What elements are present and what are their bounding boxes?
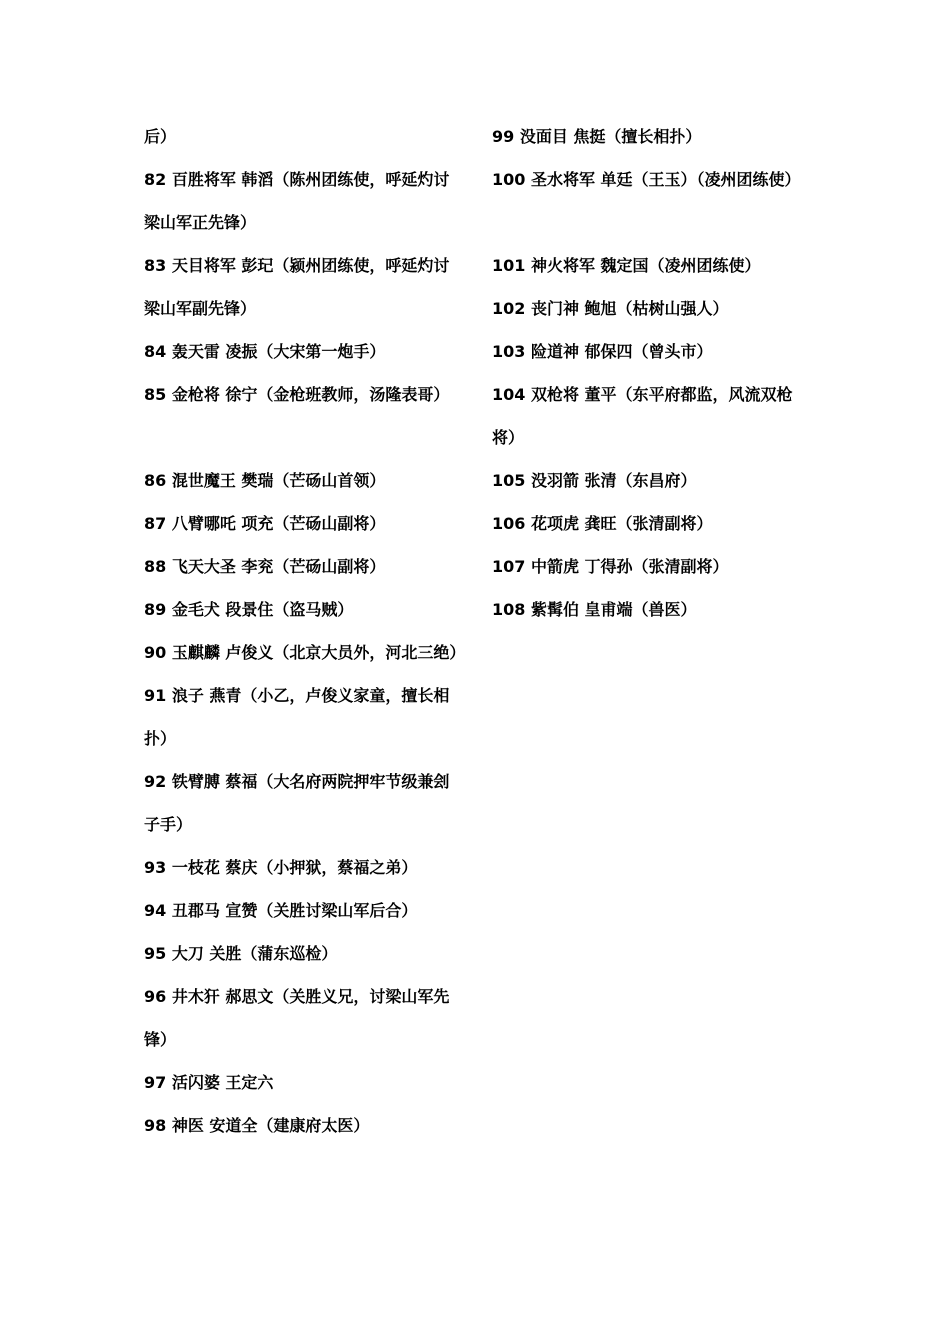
list-item: 85 金枪将 徐宁（金枪班教师，汤隆表哥） [144,385,450,404]
list-item: 88 飞天大圣 李兖（芒砀山副将） [144,557,386,576]
list-item: 100 圣水将军 单廷（王玉）（凌州团练使） [492,170,801,189]
list-item: 后） [144,127,177,146]
list-item: 97 活闪婆 王定六 [144,1073,274,1092]
list-item: 94 丑郡马 宣赞（关胜讨梁山军后合） [144,901,418,920]
list-item: 105 没羽箭 张清（东昌府） [492,471,697,490]
list-item: 96 井木犴 郝思文（关胜义兄，讨梁山军先锋） [144,987,450,1049]
list-item: 101 神火将军 魏定国（凌州团练使） [492,256,761,275]
list-item: 103 险道神 郁保四（曾头市） [492,342,713,361]
list-item: 91 浪子 燕青（小乙，卢俊义家童，擅长相扑） [144,686,450,748]
list-item: 83 天目将军 彭玘（颍州团练使，呼延灼讨梁山军副先锋） [144,256,450,318]
list-item: 87 八臂哪吒 项充（芒砀山副将） [144,514,386,533]
list-item: 95 大刀 关胜（蒲东巡检） [144,944,338,963]
list-item: 104 双枪将 董平（东平府都监，风流双枪将） [492,385,793,447]
list-item: 92 铁臂膊 蔡福（大名府两院押牢节级兼刽子手） [144,772,450,834]
blank-line [144,416,464,459]
right-column [492,115,812,631]
list-item: 90 玉麒麟 卢俊义（北京大员外，河北三绝） [144,643,466,662]
list-item: 99 没面目 焦挺（擅长相扑） [492,127,702,146]
list-item: 84 轰天雷 凌振（大宋第一炮手） [144,342,386,361]
list-item: 86 混世魔王 樊瑞（芒砀山首领） [144,471,386,490]
list-item: 89 金毛犬 段景住（盗马贼） [144,600,354,619]
list-item: 106 花项虎 龚旺（张清副将） [492,514,713,533]
list-item: 82 百胜将军 韩滔（陈州团练使，呼延灼讨梁山军正先锋） [144,170,450,232]
list-item: 102 丧门神 鲍旭（枯树山强人） [492,299,729,318]
blank-line [492,201,812,244]
list-item: 107 中箭虎 丁得孙（张清副将） [492,557,729,576]
left-column [144,115,464,1147]
list-item: 108 紫髯伯 皇甫端（兽医） [492,600,697,619]
list-item: 93 一枝花 蔡庆（小押狱，蔡福之弟） [144,858,418,877]
list-item: 98 神医 安道全（建康府太医） [144,1116,370,1135]
